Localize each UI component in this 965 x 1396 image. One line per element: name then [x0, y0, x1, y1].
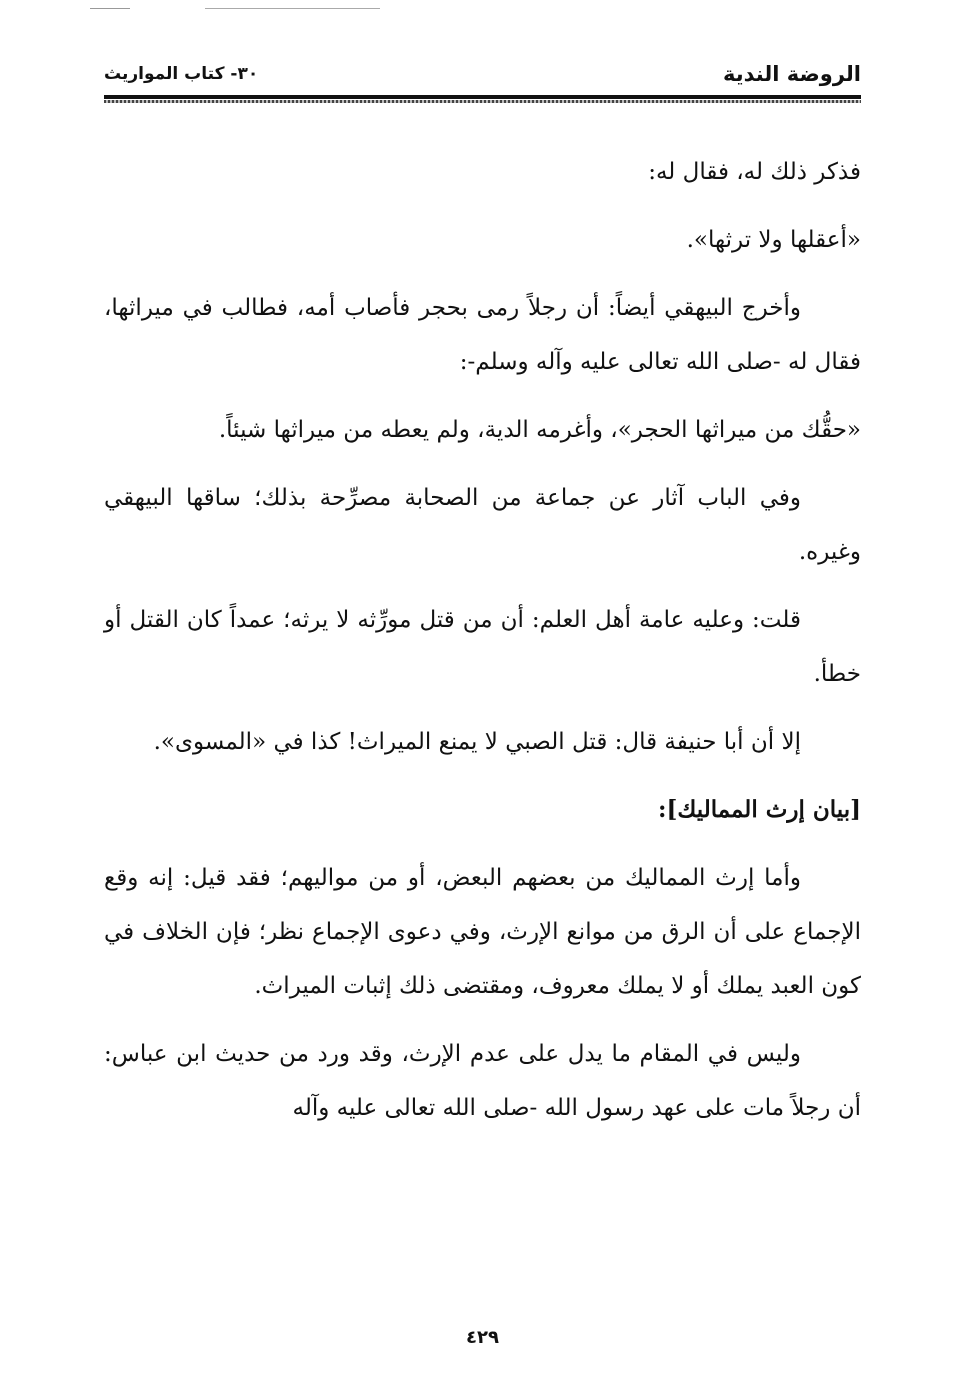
header-rule: [104, 95, 861, 99]
hadith-quote: «حقُّك من ميراثها الحجر»، وأغرمه الدية، ولم يعطه من ميراثها شيئاً.: [218, 417, 861, 443]
paragraph: وأخرج البيهقي أيضاً: أن رجلاً رمى بحجر فأصاب أمه، فطالب في ميراثها، فقال له -صلى الله تعالى عليه وآله وسلم-:: [104, 295, 861, 375]
paragraph: وليس في المقام ما يدل على عدم الإرث، وقد ورد من حديث ابن عباس: أن رجلاً مات على عهد رسول الله -صلى الله تعالى عليه وآله: [104, 1041, 861, 1121]
body-text: [104, 145, 861, 1149]
paragraph: فذكر ذلك له، فقال له:: [648, 159, 861, 185]
running-header: [104, 58, 861, 98]
scan-marks: [90, 8, 390, 10]
paragraph: قلت: وعليه عامة أهل العلم: أن من قتل مورِّثه لا يرثه؛ عمداً كان القتل أو خطأ.: [104, 607, 861, 687]
hadith-quote: «أعقلها ولا ترثها».: [686, 227, 861, 253]
scan-mark: [90, 8, 130, 9]
book-title: الروضة الندية: [723, 62, 861, 86]
chapter-title: ٣٠- كتاب المواريث: [104, 64, 259, 84]
header-rule-dotted: [104, 100, 861, 103]
section-heading: [بيان إرث المماليك]:: [658, 796, 861, 823]
paragraph: وأما إرث المماليك من بعضهم البعض، أو من مواليهم؛ فقد قيل: إنه وقع الإجماع على أن الرق من موانع الإرث، وفي دعوى الإجماع نظر؛ فإن الخلاف في كون العبد يملك أو لا يملك معروف، ومقتضى ذلك إثبات الميراث.: [104, 865, 861, 999]
scan-mark: [205, 8, 380, 9]
page-number: ٤٢٩: [466, 1327, 499, 1348]
paragraph: إلا أن أبا حنيفة قال: قتل الصبي لا يمنع الميراث! كذا في «المسوى».: [153, 729, 801, 755]
paragraph: وفي الباب آثار عن جماعة من الصحابة مصرِّحة بذلك؛ ساقها البيهقي وغيره.: [104, 485, 861, 565]
